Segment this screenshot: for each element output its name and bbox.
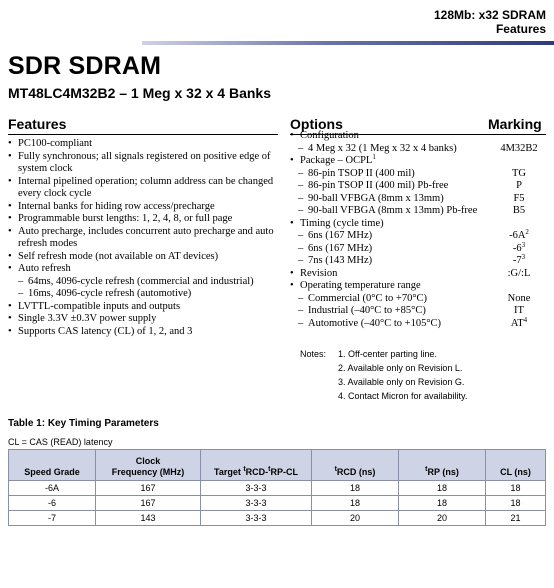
bullet: – bbox=[298, 292, 304, 304]
option-item bbox=[290, 130, 548, 143]
bullet: – bbox=[298, 255, 304, 266]
feature-item bbox=[8, 313, 280, 326]
table-cell: 21 bbox=[486, 511, 546, 526]
options-heading: Options bbox=[290, 116, 343, 132]
feature-item bbox=[8, 326, 280, 339]
option-marking: $-7^3$ bbox=[512, 253, 526, 266]
option-text: 86-pin TSOP II (400 mil) Pb-free bbox=[308, 180, 449, 191]
table-cell: -6 bbox=[9, 496, 96, 511]
header-section-title: Features bbox=[495, 22, 546, 36]
bullet: • bbox=[8, 150, 12, 162]
feature-item bbox=[8, 301, 280, 314]
option-marking: $-6A^2$ bbox=[509, 228, 529, 241]
feature-text: Fully synchronous; all signals registered on positive edge of system clock bbox=[18, 150, 271, 174]
col-header-cl: CL (ns) bbox=[486, 450, 546, 481]
bullet: • bbox=[8, 200, 12, 212]
feature-item bbox=[8, 201, 280, 214]
option-item bbox=[290, 218, 548, 231]
table-cell: 18 bbox=[486, 481, 546, 496]
option-text: Revision bbox=[300, 267, 338, 279]
bullet: • bbox=[8, 325, 12, 337]
page-title: SDR SDRAM bbox=[8, 52, 162, 80]
feature-text: Auto precharge, includes concurrent auto precharge and auto refresh modes bbox=[18, 225, 274, 249]
bullet: – bbox=[298, 180, 304, 191]
option-text: Operating temperature range bbox=[300, 280, 421, 291]
bullet: – bbox=[298, 192, 304, 204]
col-header-trcd: $^t$RCD (ns) bbox=[312, 450, 399, 481]
table-cell: 18 bbox=[312, 481, 399, 496]
bullet: – bbox=[298, 305, 304, 316]
table-note: CL = CAS (READ) latency bbox=[8, 437, 113, 447]
feature-text: Internal banks for hiding row access/precharge bbox=[18, 200, 215, 212]
option-text: 4 Meg x 32 (1 Meg x 32 x 4 banks) bbox=[308, 142, 457, 154]
bullet: • bbox=[290, 280, 294, 291]
feature-text: LVTTL-compatible inputs and outputs bbox=[18, 300, 181, 312]
feature-text: 64ms, 4096-cycle refresh (commercial and industrial) bbox=[28, 275, 254, 287]
bullet: • bbox=[8, 213, 12, 224]
option-marking: 4M32B2 bbox=[500, 142, 538, 154]
table-cell: 18 bbox=[399, 481, 486, 496]
note-item: 3. Available only on Revision G. bbox=[338, 377, 465, 387]
feature-item bbox=[8, 251, 280, 264]
option-marking: :G/:L bbox=[507, 267, 531, 279]
option-text: Automotive (–40°C to +105°C) bbox=[308, 317, 442, 329]
features-heading: Features bbox=[8, 116, 67, 132]
features-divider bbox=[8, 134, 278, 135]
table-cell: 167 bbox=[96, 481, 201, 496]
table-cell: 3-3-3 bbox=[201, 496, 312, 511]
bullet: – bbox=[298, 242, 304, 254]
table-cell: 18 bbox=[312, 496, 399, 511]
options-list bbox=[290, 130, 548, 330]
feature-text: Single 3.3V ±0.3V power supply bbox=[18, 313, 157, 324]
table-row bbox=[9, 496, 546, 511]
feature-text: Auto refresh bbox=[18, 263, 71, 274]
feature-item bbox=[8, 263, 280, 276]
option-subitem bbox=[290, 193, 548, 206]
bullet: – bbox=[298, 167, 304, 179]
option-marking: F5 bbox=[513, 192, 525, 204]
notes bbox=[300, 347, 467, 403]
bullet: • bbox=[8, 175, 12, 187]
option-subitem bbox=[290, 255, 548, 268]
header-rule bbox=[142, 41, 554, 45]
option-marking: B5 bbox=[512, 205, 526, 216]
bullet: – bbox=[298, 317, 304, 329]
table-cell: -7 bbox=[9, 511, 96, 526]
option-subitem bbox=[290, 168, 548, 181]
option-subitem bbox=[290, 143, 548, 156]
feature-item bbox=[8, 213, 280, 226]
option-subitem bbox=[290, 315, 548, 331]
table-title: Table 1: Key Timing Parameters bbox=[8, 418, 159, 429]
table-cell: 3-3-3 bbox=[201, 481, 312, 496]
feature-item bbox=[8, 151, 280, 176]
feature-text: Self refresh mode (not available on AT devices) bbox=[18, 250, 219, 262]
feature-text: Internal pipelined operation; column address can be changed every clock cycle bbox=[18, 175, 274, 199]
feature-text: Programmable burst lengths: 1, 2, 4, 8, or full page bbox=[18, 213, 233, 224]
option-subitem bbox=[290, 205, 548, 218]
bullet: – bbox=[298, 230, 304, 241]
col-header-speed-grade: Speed Grade bbox=[9, 450, 96, 481]
option-text: 86-pin TSOP II (400 mil) bbox=[308, 167, 415, 179]
bullet: • bbox=[290, 217, 294, 229]
option-text: Commercial (0°C to +70°C) bbox=[308, 292, 428, 304]
feature-subitem bbox=[8, 276, 280, 289]
timing-table bbox=[8, 449, 546, 526]
bullet: – bbox=[298, 205, 304, 216]
option-subitem bbox=[290, 240, 548, 256]
option-text: Timing (cycle time) bbox=[300, 217, 384, 229]
bullet: – bbox=[18, 275, 24, 287]
note-item: 1. Off-center parting line. bbox=[338, 349, 437, 359]
note-item: 4. Contact Micron for availability. bbox=[338, 391, 468, 401]
table-cell: 143 bbox=[96, 511, 201, 526]
bullet: • bbox=[8, 313, 12, 324]
table-cell: 18 bbox=[399, 496, 486, 511]
table-row bbox=[9, 511, 546, 526]
feature-text: 16ms, 4096-cycle refresh (automotive) bbox=[28, 288, 192, 299]
marking-heading: Marking bbox=[488, 116, 542, 132]
option-marking: $-6^3$ bbox=[512, 240, 526, 254]
option-marking: $AT^4$ bbox=[510, 315, 528, 329]
feature-text: PC100-compliant bbox=[18, 138, 93, 149]
option-subitem bbox=[290, 293, 548, 306]
page-subtitle: MT48LC4M32B2 – 1 Meg x 32 x 4 Banks bbox=[8, 85, 272, 101]
table-header-row bbox=[9, 450, 546, 481]
option-item bbox=[290, 155, 548, 168]
feature-item bbox=[8, 138, 280, 151]
option-text: 6ns (167 MHz) bbox=[308, 242, 373, 254]
table-cell: 20 bbox=[399, 511, 486, 526]
option-marking: P bbox=[516, 180, 522, 191]
option-subitem bbox=[290, 180, 548, 193]
notes-label: Notes: bbox=[300, 349, 327, 359]
option-text: Configuration bbox=[300, 130, 359, 141]
bullet: – bbox=[18, 288, 24, 299]
table-row bbox=[9, 481, 546, 496]
feature-item bbox=[8, 176, 280, 201]
col-header-clock-frequency: Clock Frequency (MHz) bbox=[96, 450, 201, 481]
bullet: • bbox=[290, 130, 294, 141]
bullet: • bbox=[8, 250, 12, 262]
header-part-title: 128Mb: x32 SDRAM bbox=[433, 8, 546, 22]
document-header bbox=[434, 8, 546, 36]
option-text: 7ns (143 MHz) bbox=[308, 255, 373, 266]
option-marking: IT bbox=[514, 305, 524, 316]
bullet: • bbox=[8, 300, 12, 312]
features-list bbox=[8, 138, 280, 338]
bullet: • bbox=[290, 155, 294, 166]
bullet: • bbox=[8, 263, 12, 274]
feature-item bbox=[8, 226, 280, 251]
option-marking: None bbox=[507, 292, 531, 304]
option-item bbox=[290, 268, 548, 281]
table-cell: -6A bbox=[9, 481, 96, 496]
col-header-target: Target $^t$RCD-$^t$RP-CL bbox=[201, 450, 312, 481]
col-header-trp: $^t$RP (ns) bbox=[399, 450, 486, 481]
option-item bbox=[290, 280, 548, 293]
table-cell: 3-3-3 bbox=[201, 511, 312, 526]
bullet: – bbox=[298, 142, 304, 154]
table-cell: 18 bbox=[486, 496, 546, 511]
option-marking: TG bbox=[512, 167, 526, 179]
bullet: • bbox=[290, 267, 294, 279]
note-item: 2. Available only on Revision L. bbox=[338, 363, 463, 373]
feature-text: Supports CAS latency (CL) of 1, 2, and 3 bbox=[18, 325, 193, 337]
option-subitem bbox=[290, 305, 548, 318]
table-cell: 20 bbox=[312, 511, 399, 526]
bullet: • bbox=[8, 138, 12, 149]
option-text: Industrial (–40°C to +85°C) bbox=[308, 305, 426, 316]
bullet: • bbox=[8, 225, 12, 237]
feature-subitem bbox=[8, 288, 280, 301]
table-cell: 167 bbox=[96, 496, 201, 511]
option-text: Package – OCPL$^1$ bbox=[300, 153, 376, 166]
option-text: 90-ball VFBGA (8mm x 13mm) Pb-free bbox=[308, 205, 478, 216]
option-text: 90-ball VFBGA (8mm x 13mm) bbox=[308, 192, 444, 204]
option-text: 6ns (167 MHz) bbox=[308, 230, 373, 241]
option-subitem bbox=[290, 230, 548, 243]
